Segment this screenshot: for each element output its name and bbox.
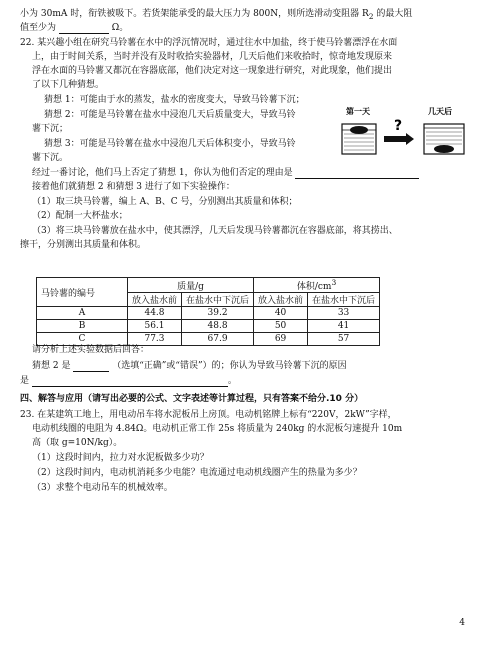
conclusion-text-a: 猜想 2 是 bbox=[32, 361, 71, 371]
q23-line-3: 高（取 g=10N/kg）。 bbox=[32, 438, 123, 448]
conclusion-text-c: 是 bbox=[20, 376, 30, 386]
q23-sub-2: （2）这段时间内，电动机消耗多少电能？电流通过电动机线圈产生的热量为多少？ bbox=[32, 468, 362, 478]
water-hatch-right bbox=[426, 132, 462, 144]
q23-sub-3: （3）求整个电动吊车的机械效率。 bbox=[32, 483, 173, 493]
label-day1: 第一天 bbox=[346, 107, 370, 116]
vol-before: 50 bbox=[254, 320, 308, 333]
answer-blank-cause[interactable] bbox=[32, 377, 228, 387]
subscript-2: 2 bbox=[368, 11, 374, 21]
vol-after: 33 bbox=[308, 307, 380, 320]
q22-line-2: 上，由于时间关系，当时并没有及时收拾实验器材，几天后他们来收拾时，惊奇地发现原来 bbox=[32, 52, 393, 62]
conclusion-period: 。 bbox=[227, 376, 237, 386]
arrow-right-icon bbox=[384, 133, 414, 145]
step-3-line-1: （3）将三块马铃薯放在盐水中，使其漂浮，几天后发现马铃薯都沉在容器底部，将其捞出、 bbox=[32, 226, 398, 236]
line1-text: 小为 30mA 时，衔铁被吸下。若货架能承受的最大压力为 800N，则所选滑动变阻器 R bbox=[20, 9, 369, 19]
mass-before: 44.8 bbox=[128, 307, 182, 320]
vol-before: 69 bbox=[254, 333, 308, 346]
potato-sunk bbox=[434, 145, 454, 153]
guess-3-line-1: 猜想 3：可能是马铃薯在盐水中浸泡几天后体积变小，导致马铃 bbox=[44, 139, 296, 149]
section-4-heading: 四、解答与应用（请写出必要的公式、文字表述等计算过程，只有答案不给分.10 分） bbox=[20, 394, 364, 404]
q23-line-1 bbox=[20, 410, 397, 421]
q23-sub-1: （1）这段时间内，拉力对水泥板做多少功？ bbox=[32, 453, 209, 463]
table-row bbox=[37, 333, 380, 346]
conclusion-line-2 bbox=[20, 376, 237, 387]
vol-after: 41 bbox=[308, 320, 380, 333]
sub-mass-before: 放入盐水前 bbox=[128, 293, 182, 307]
beaker-drawing bbox=[336, 106, 476, 158]
analysis-prompt: 请分析上述实验数据后回答： bbox=[32, 345, 150, 355]
discussion-line bbox=[32, 168, 419, 179]
step-2: （2）配制一大杯盐水； bbox=[32, 211, 128, 221]
step-1: （1）取三块马铃薯，编上 A、B、C 号，分别测出其质量和体积； bbox=[32, 197, 298, 207]
label-later: 几天后 bbox=[428, 107, 452, 116]
potato-data-table bbox=[36, 277, 380, 346]
table-header-row bbox=[37, 278, 380, 293]
answer-blank-resistance[interactable] bbox=[59, 24, 109, 34]
conclusion-line-1 bbox=[32, 361, 347, 372]
q22-number: 22. bbox=[20, 38, 35, 48]
potato-floating bbox=[350, 126, 368, 134]
continued-question-line-1 bbox=[20, 9, 412, 22]
answer-blank-reason[interactable] bbox=[295, 169, 419, 179]
q22-line-4: 了以下几种猜想。 bbox=[32, 80, 105, 90]
row-id: B bbox=[37, 320, 128, 333]
table-row bbox=[37, 307, 380, 320]
beaker-illustration bbox=[336, 106, 476, 158]
discussion-text: 经过一番讨论，他们马上否定了猜想 1，你认为他们否定的理由是 bbox=[32, 168, 293, 178]
q23-number: 23. bbox=[20, 410, 35, 420]
row-id: C bbox=[37, 333, 128, 346]
mass-after: 39.2 bbox=[182, 307, 254, 320]
mass-before: 77.3 bbox=[128, 333, 182, 346]
question-mark: ? bbox=[394, 118, 403, 134]
water-hatch-left bbox=[344, 134, 374, 150]
q22-line-3: 浮在水面的马铃薯又都沉在容器底部，他们决定对这一现象进行研究，对此现象，他们提出 bbox=[32, 66, 393, 76]
continued-question-line-2 bbox=[20, 23, 128, 34]
header-volume-text: 体积/cm bbox=[296, 282, 332, 292]
row-id: A bbox=[37, 307, 128, 320]
mass-after: 48.8 bbox=[182, 320, 254, 333]
sub-vol-after: 在盐水中下沉后 bbox=[308, 293, 380, 307]
q22-text-1: 某兴趣小组在研究马铃薯在水中的浮沉情况时，通过往水中加盐，终于使马铃薯漂浮在水面 bbox=[37, 38, 398, 48]
vol-after: 57 bbox=[308, 333, 380, 346]
guess-2-line-1: 猜想 2：可能是马铃薯在盐水中浸泡几天后质量变大，导致马铃 bbox=[44, 110, 296, 120]
line2-text: 值至少为 bbox=[20, 23, 57, 33]
sub-mass-after: 在盐水中下沉后 bbox=[182, 293, 254, 307]
guess-1: 猜想 1：可能由于水的蒸发，盐水的密度变大，导致马铃薯下沉； bbox=[44, 95, 305, 105]
step-3-line-2: 擦干，分别测出其质量和体积。 bbox=[20, 240, 147, 250]
header-volume-sup: 3 bbox=[331, 278, 337, 287]
answer-blank-correct[interactable] bbox=[73, 362, 109, 372]
next-steps-line: 接着他们就猜想 2 和猜想 3 进行了如下实验操作： bbox=[32, 182, 235, 192]
q23-line-2: 电动机线圈的电阻为 4.84Ω。电动机正常工作 25s 将质量为 240kg 的水泥板匀速提升 10m bbox=[32, 424, 403, 434]
sub-vol-before: 放入盐水前 bbox=[254, 293, 308, 307]
mass-after: 67.9 bbox=[182, 333, 254, 346]
table-row bbox=[37, 320, 380, 333]
header-mass: 质量/g bbox=[128, 278, 254, 293]
page-number: 4 bbox=[459, 618, 465, 628]
header-id: 马铃薯的编号 bbox=[37, 278, 128, 307]
conclusion-text-b: （选填“正确”或“错误”）的；你认为导致马铃薯下沉的原因 bbox=[112, 361, 347, 371]
header-volume bbox=[254, 278, 380, 293]
line1-text-end: 的最大阻 bbox=[373, 9, 413, 19]
unit-ohm: Ω。 bbox=[111, 23, 129, 33]
q22-line-1 bbox=[20, 38, 397, 49]
guess-2-line-2: 薯下沉； bbox=[32, 124, 69, 134]
vol-before: 40 bbox=[254, 307, 308, 320]
guess-3-line-2: 薯下沉。 bbox=[32, 153, 69, 163]
q23-text-1: 在某建筑工地上，用电动吊车将水泥板吊上房顶。电动机铭牌上标有“220V，2kW”字样， bbox=[37, 410, 397, 420]
mass-before: 56.1 bbox=[128, 320, 182, 333]
